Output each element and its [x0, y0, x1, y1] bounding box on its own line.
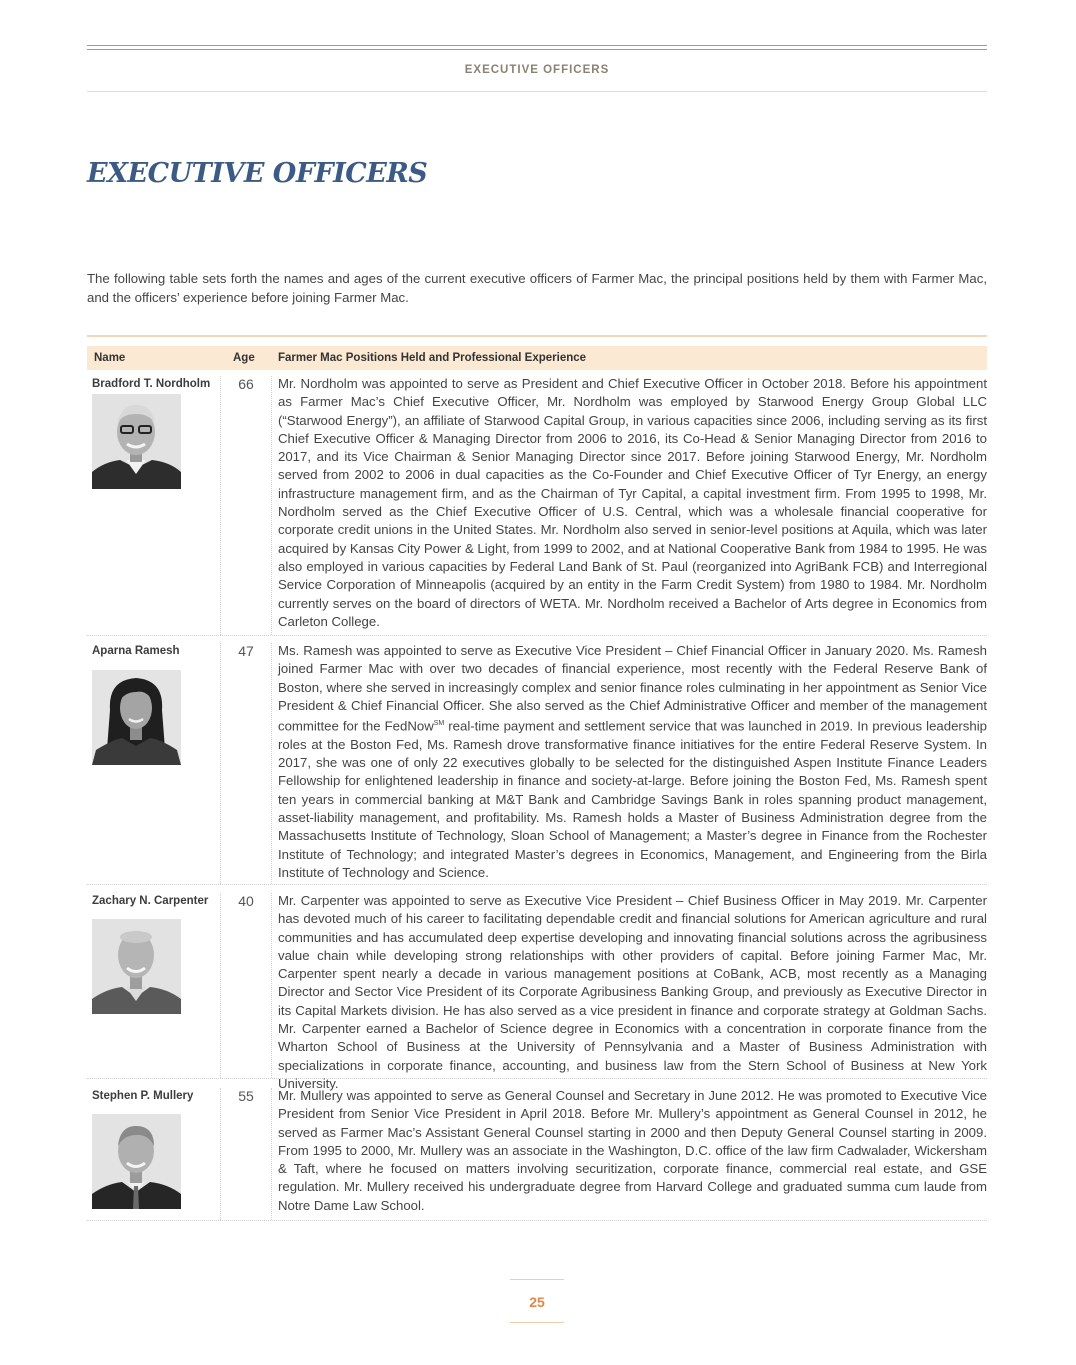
running-head: EXECUTIVE OFFICERS: [464, 64, 610, 76]
officer-age: 66: [220, 376, 272, 635]
officer-bio: Mr. Mullery was appointed to serve as General Counsel and Secretary in June 2012. He was promoted to Executive Vice President from Senior Vice President in April 2018. Before Mr. Mullery’s appointment as General Counsel in 2012, he served as Farmer Mac’s Assistant General Counsel starting in 2000 and then Deputy General Counsel starting in 2009. From 1995 to 2000, Mr. Mullery was an associate in the Washington, D.C. office of the law firm Cadwalader, Wickersham & Taft, where he focused on matters involving securitization, corporate finance, commercial real estate, and GSE regulation. Mr. Mullery received his undergraduate degree from Harvard College and graduated summa cum laude from Notre Dame Law School.: [278, 1088, 987, 1213]
table-row: [87, 1079, 987, 1221]
officer-photo: [92, 670, 181, 765]
officer-bio: Mr. Carpenter was appointed to serve as Executive Vice President – Chief Business Officer in May 2019. Mr. Carpenter has devoted much of his career to facilitating dependable credit and financial solutions for American agriculture and rural communities and has accumulated deep expertise developing and innovating financial solutions across the agribusiness value chain while developing strong relationships with other providers of capital. Before joining Farmer Mac, Mr. Carpenter spent nearly a decade in various management positions at CoBank, ACB, most recently as a Managing Director and Sector Vice President of its Corporate Agribusiness Banking Group, and previously as Executive Director in its Capital Markets division. He has also served as a vice president in finance and corporate strategy at Goldman Sachs. Mr. Carpenter earned a Bachelor of Science degree in Economics with a concentration in corporate finance from the Wharton School of Business at the University of Pennsylvania and a Master of Business Administration with specializations in corporate finance, accounting, and business law from the Stern School of Business at New York University.: [278, 893, 987, 1091]
column-header-experience: Farmer Mac Positions Held and Professional Experience: [278, 352, 587, 364]
page-number: 25: [529, 1294, 545, 1310]
officer-age: 40: [220, 893, 272, 1078]
officer-age: 55: [220, 1088, 272, 1220]
table-row: [87, 636, 987, 885]
intro-paragraph: The following table sets forth the names and ages of the current executive officers of Farmer Mac, the principal positions held by them with Farmer Mac, and the officers’ experience before joining Farmer Mac.: [87, 271, 987, 305]
officer-bio: Ms. Ramesh was appointed to serve as Executive Vice President – Chief Financial Officer in January 2020. Ms. Ramesh joined Farmer Mac with over two decades of financial experience, most recently with the Federal Reserve Bank of Boston, where she served in increasingly complex and senior finance roles culminating in her appointment as Senior Vice President & Chief Financial Officer. She also served as the Chief Administrative Officer and member of the management committee for the FedNow℠ real-time payment and settlement service that was launched in 2019. In previous leadership roles at the Boston Fed, Ms. Ramesh drove transformative finance initiatives for the entire Federal Reserve System. In 2017, she was one of only 22 executives globally to be selected for the distinguished Aspen Institute Finance Leaders Fellowship for enlightened leadership in finance and society-at-large. Before joining the Boston Fed, Ms. Ramesh spent ten years in commercial banking at M&T Bank and Cambridge Savings Bank in roles spanning product management, asset-liability management, and profitability. Ms. Ramesh holds a Master of Business Administration degree from the Massachusetts Institute of Technology, Sloan School of Management; a Master’s degree in Finance from the Rochester Institute of Technology; and integrated Master’s degrees in Economics, Management, and Engineering from the Birla Institute of Technology and Science.: [278, 643, 987, 880]
officer-photo: [92, 919, 181, 1014]
top-double-rule: [87, 45, 987, 46]
table-row: [87, 885, 987, 1091]
table-header: [87, 346, 987, 370]
officer-photo: [92, 394, 181, 489]
officer-bio: Mr. Nordholm was appointed to serve as President and Chief Executive Officer in October 2018. Before his appointment as Farmer Mac’s Chief Executive Officer, Mr. Nordholm was employed by Starwood Energy Group Global LLC (“Starwood Energy”), an affiliate of Starwood Capital Group, in various capacities since 2006, including serving as its first Chief Executive Officer & Managing Director from 2006 to 2016, its Co-Head & Senior Managing Director from 2016 to 2017, and its Vice Chairman & Senior Managing Director since 2017. Before joining Starwood Energy, Mr. Nordholm served from 2002 to 2006 in dual capacities as the Co-Founder and Chief Executive Officer of Tyr Energy, an energy infrastructure management firm, and as the Chairman of Tyr Capital, a capital investment firm. From 1995 to 1998, Mr. Nordholm served as the Chief Executive Officer of U.S. Central, which was a wholesale financial cooperative for corporate credit unions in the United States. Mr. Nordholm also served in senior-level positions at Aquila, which was later acquired by Kansas City Power & Light, from 1999 to 2002, and at National Cooperative Bank from 1984 to 1995. He was also employed in various capacities by Federal Land Bank of St. Paul (reorganized into AgriBank FCB) and Interregional Service Corporation of Minneapolis (acquired by an entity in the Farm Credit System) from 1980 to 1984. Mr. Nordholm currently serves on the board of directors of WETA. Mr. Nordholm received a Bachelor of Arts degree in Economics from Carleton College.: [278, 376, 987, 629]
column-header-name: Name: [94, 352, 126, 364]
page-number-rule-top: [510, 1279, 564, 1280]
officer-name: Zachary N. Carpenter: [92, 895, 209, 907]
officer-name: Aparna Ramesh: [92, 645, 180, 657]
officer-name: Stephen P. Mullery: [92, 1090, 194, 1102]
top-double-rule-2: [87, 49, 987, 50]
table-top-rule: [87, 335, 987, 337]
officer-photo: [92, 1114, 181, 1209]
column-header-age: Age: [233, 352, 255, 364]
page-number-rule-bottom: [510, 1322, 564, 1323]
table-row: [87, 372, 987, 636]
officer-age: 47: [220, 643, 272, 884]
officer-name: Bradford T. Nordholm: [92, 378, 211, 390]
header-divider: [87, 91, 987, 92]
page-title: EXECUTIVE OFFICERS: [87, 158, 428, 189]
